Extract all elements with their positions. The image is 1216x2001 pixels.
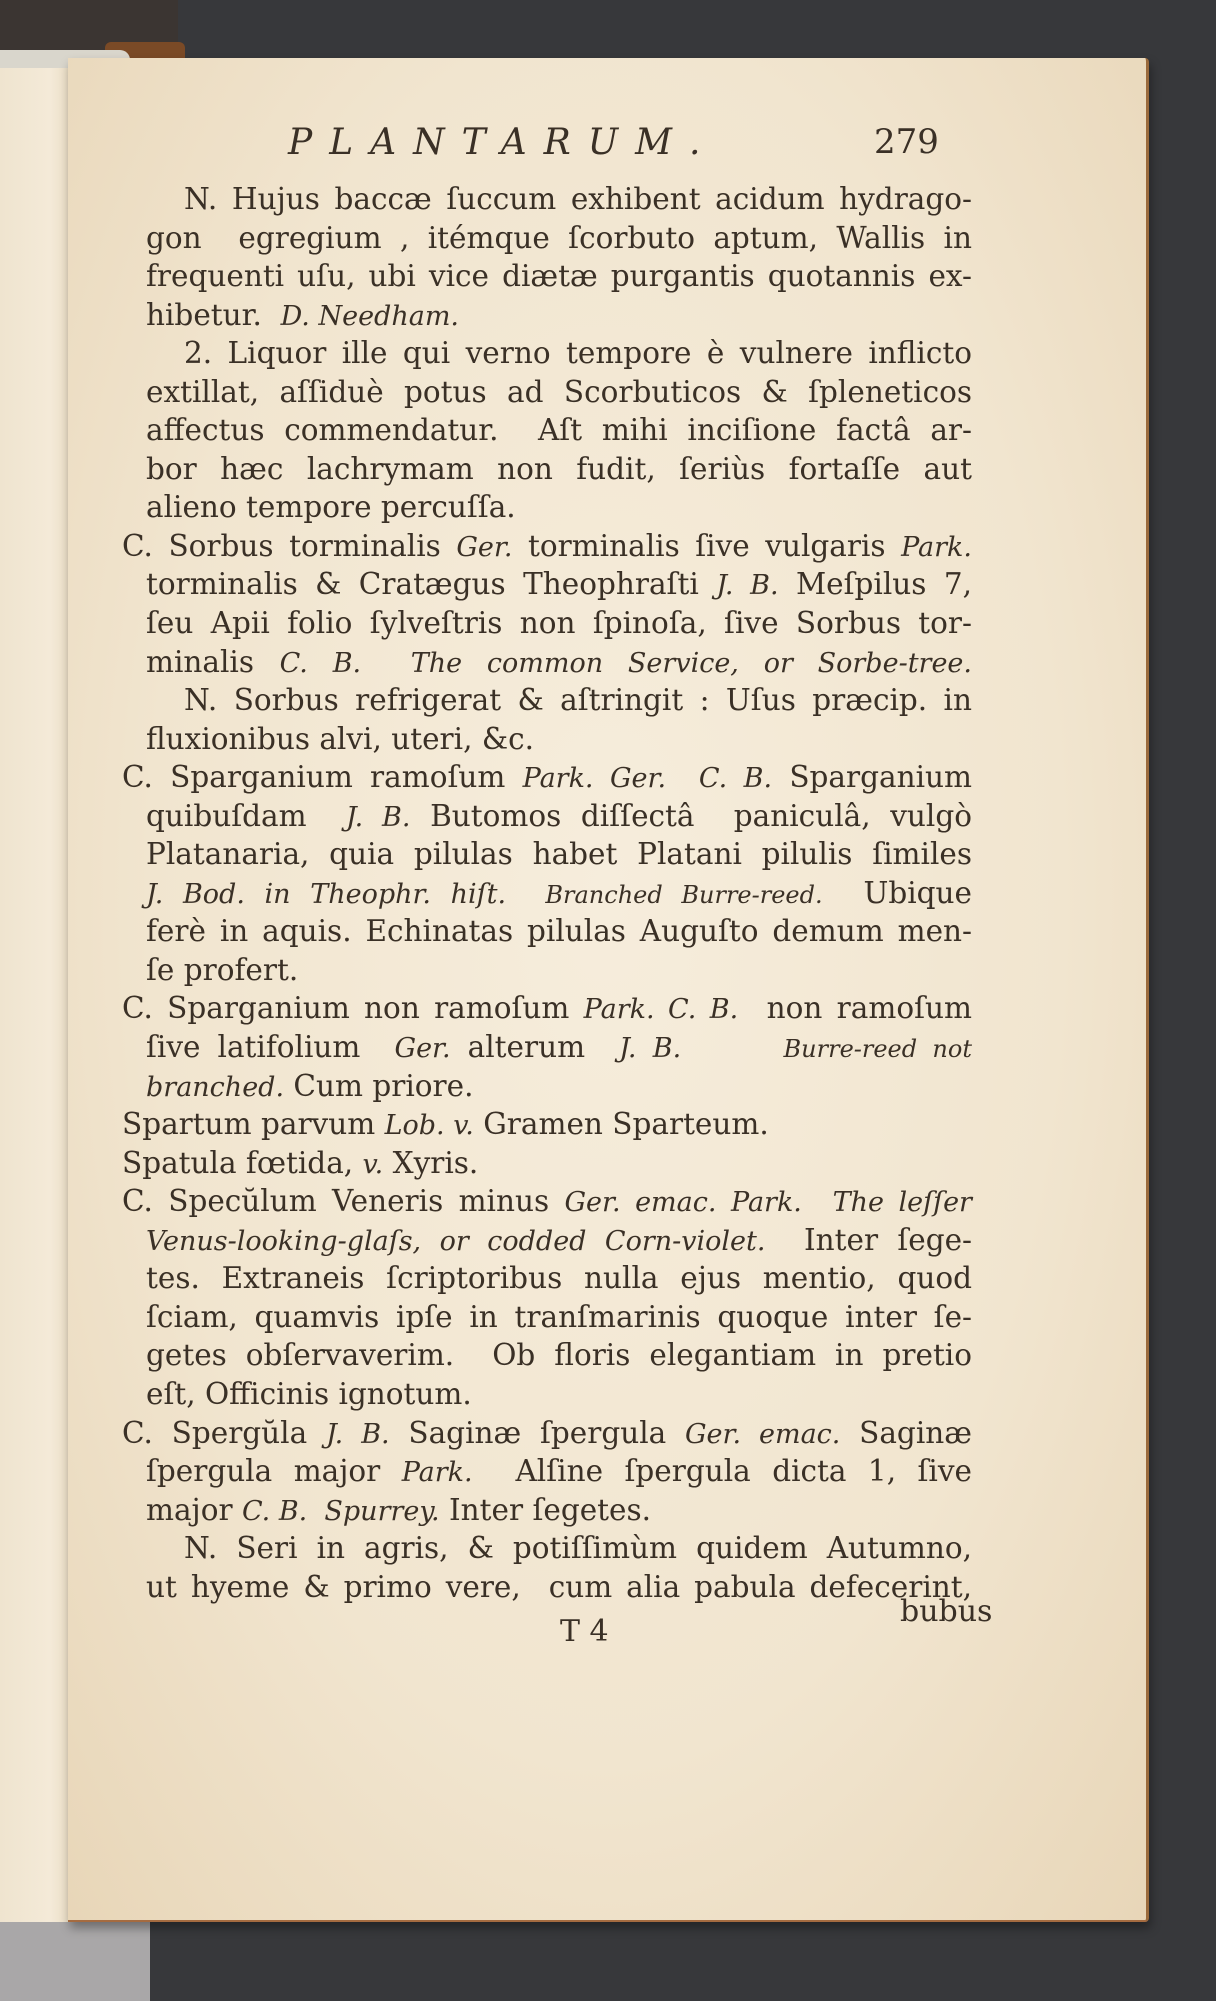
text-line (142, 1028, 972, 1067)
roman-text: N. Sorbus refrigerat & aſtringit : Uſus præcip. in (184, 683, 972, 718)
italic-text: C. B. Spurrey. (241, 1495, 440, 1527)
italic-text: The leſſer (832, 1187, 972, 1219)
roman-text: Cum priore. (284, 1068, 474, 1103)
italic-text: Venus-looking-glaſs, or codded Corn-violet. (146, 1225, 766, 1257)
roman-text: Sparganium (772, 760, 972, 795)
italic-text: Park. C. B. (583, 994, 739, 1026)
text-line (142, 219, 972, 258)
text-line (142, 1221, 972, 1260)
italic-text: Ger. (394, 1033, 451, 1065)
text-line (142, 681, 972, 720)
roman-text: ſpergula major (146, 1454, 402, 1489)
italic-text: Branched Burre-reed. (545, 880, 823, 909)
roman-text: Meſpilus 7, (778, 567, 972, 602)
italic-text: J. Bod. in Theophr. hiſt. (146, 878, 546, 910)
italic-text: v. (362, 1148, 384, 1180)
text-line (142, 1298, 972, 1337)
roman-text: non ramoſum (738, 991, 972, 1026)
italic-text: J. B. (345, 801, 411, 833)
text-line (142, 373, 972, 412)
roman-text: affectus commendatur. Aſt mihi inciſione factâ ar- (146, 413, 972, 448)
italic-text: Park. (401, 1457, 473, 1489)
text-line (142, 180, 972, 219)
text-line (142, 257, 972, 296)
roman-text: torminalis & Cratægus Theophraſti (146, 567, 717, 602)
roman-text: Inter ſegetes. (439, 1492, 651, 1527)
text-line (142, 720, 972, 759)
roman-text: Gramen Sparteum. (473, 1107, 769, 1142)
text-line (142, 296, 972, 335)
running-title: PLANTARUM. (288, 122, 718, 163)
roman-text: ut hyeme & primo vere, cum alia pabula defecerint, (146, 1569, 972, 1604)
italic-text: Ger. emac. (684, 1418, 841, 1450)
roman-text: Inter ſege- (765, 1222, 973, 1257)
background-surface (0, 1922, 150, 2001)
text-line (142, 643, 972, 682)
text-line (122, 1105, 972, 1144)
roman-text (802, 1184, 833, 1218)
text-line (142, 1529, 972, 1568)
body-text (122, 180, 973, 1606)
roman-text: C. Sparganium ramoſum (122, 760, 523, 795)
roman-text: alieno tempore percuſſa. (146, 490, 516, 525)
italic-text: C. B. The common Service, or Sorbe-tree. (279, 647, 972, 679)
text-line (142, 951, 972, 990)
roman-text: hibetur. (146, 297, 281, 332)
text-line (142, 1067, 972, 1106)
text-line (122, 1144, 972, 1183)
roman-text: Ubique (822, 875, 972, 910)
italic-text: J. B. (716, 570, 779, 602)
italic-text: Park. (901, 531, 972, 563)
roman-text: ſeu Apii folio ſylveſtris non ſpinoſa, ſive Sorbus tor- (146, 606, 972, 641)
roman-text: N. Hujus baccæ ſuccum exhibent acidum hydrago- (184, 182, 972, 216)
page-number: 279 (874, 122, 939, 162)
italic-text: Ger. (456, 531, 513, 563)
text-line (142, 912, 972, 951)
roman-text: Butomos diſſectâ paniculâ, vulgò (410, 798, 972, 833)
roman-text: gon egregium , itémque ſcorbuto aptum, Wallis in (146, 220, 972, 255)
roman-text: tes. Extraneis ſcriptoribus nulla ejus mentio, quod (146, 1261, 972, 1296)
text-line (142, 1336, 972, 1375)
text-line (142, 411, 972, 450)
roman-text: C. Specŭlum Veneris minus (122, 1184, 565, 1219)
roman-text: torminalis ſive vulgaris (512, 528, 902, 563)
text-line (122, 1182, 972, 1221)
text-line (142, 874, 972, 913)
text-line (142, 1259, 972, 1298)
roman-text: ſive latifolium (146, 1030, 395, 1065)
roman-text: getes obſervaverim. Ob floris elegantiam in pretio (146, 1338, 972, 1373)
roman-text: Xyris. (383, 1145, 479, 1180)
roman-text: C. Sorbus torminalis (122, 528, 457, 563)
italic-text: Park. Ger. C. B. (522, 763, 773, 795)
roman-text: C. Sparganium non ramoſum (122, 991, 584, 1026)
italic-text: Burre-reed not (783, 1035, 972, 1064)
text-line (142, 604, 972, 643)
text-line (122, 1414, 972, 1453)
roman-text: alterum (450, 1030, 620, 1065)
text-line (142, 1375, 972, 1414)
roman-text: eſt, Officinis ignotum. (146, 1376, 472, 1411)
roman-text: N. Seri in agris, & potiſſimùm quidem Autumno, (184, 1531, 972, 1566)
roman-text: Spatula fœtida, (122, 1145, 363, 1180)
running-head (288, 122, 968, 166)
text-line (142, 1568, 972, 1607)
roman-text (681, 1030, 783, 1064)
text-line (142, 1452, 972, 1491)
italic-text: D. Needham. (280, 300, 460, 332)
roman-text: minalis (146, 644, 280, 679)
text-line (142, 565, 972, 604)
italic-text: J. B. (325, 1418, 390, 1450)
roman-text: Alſine ſpergula dicta 1, ſive (472, 1454, 972, 1489)
roman-text: frequenti uſu, ubi vice diætæ purgantis quotannis ex- (146, 259, 972, 294)
italic-text: Lob. v. (384, 1110, 474, 1142)
roman-text: Platanaria, quia pilulas habet Platani pilulis ſimiles (146, 837, 972, 872)
roman-text: 2. Liquor ille qui verno tempore è vulnere inflicto (184, 336, 972, 371)
roman-text: extillat, aſſiduè potus ad Scorbuticos & ſpleneticos (146, 374, 972, 409)
catchword: bubus (900, 1594, 993, 1629)
signature-mark: T 4 (560, 1614, 609, 1649)
text-line (122, 989, 972, 1028)
italic-text: branched. (146, 1071, 285, 1103)
text-line (142, 488, 972, 527)
text-line (122, 758, 972, 797)
italic-text: Ger. emac. Park. (564, 1187, 802, 1219)
roman-text: ſe profert. (146, 952, 299, 987)
text-line (122, 527, 972, 566)
text-line (142, 797, 972, 836)
roman-text: Saginæ ſpergula (389, 1415, 685, 1450)
roman-text: bor hæc lachrymam non fudit, ſeriùs fortaſſe aut (146, 451, 972, 486)
page-footer (0, 1594, 1216, 1649)
roman-text: ſciam, quamvis ipſe in tranſmarinis quoque inter ſe- (146, 1299, 972, 1334)
roman-text: Spartum parvum (122, 1107, 385, 1142)
roman-text: Saginæ (840, 1415, 972, 1450)
text-line (142, 835, 972, 874)
text-line (142, 334, 972, 373)
roman-text: fluxionibus alvi, uteri, &c. (146, 721, 534, 756)
roman-text: ferè in aquis. Echinatas pilulas Auguſto demum men- (146, 914, 972, 949)
roman-text: quibuſdam (146, 798, 346, 833)
italic-text: J. B. (619, 1033, 682, 1065)
roman-text: major (146, 1492, 242, 1527)
text-line (142, 450, 972, 489)
text-line (142, 1491, 972, 1530)
roman-text: C. Spergŭla (122, 1415, 326, 1450)
